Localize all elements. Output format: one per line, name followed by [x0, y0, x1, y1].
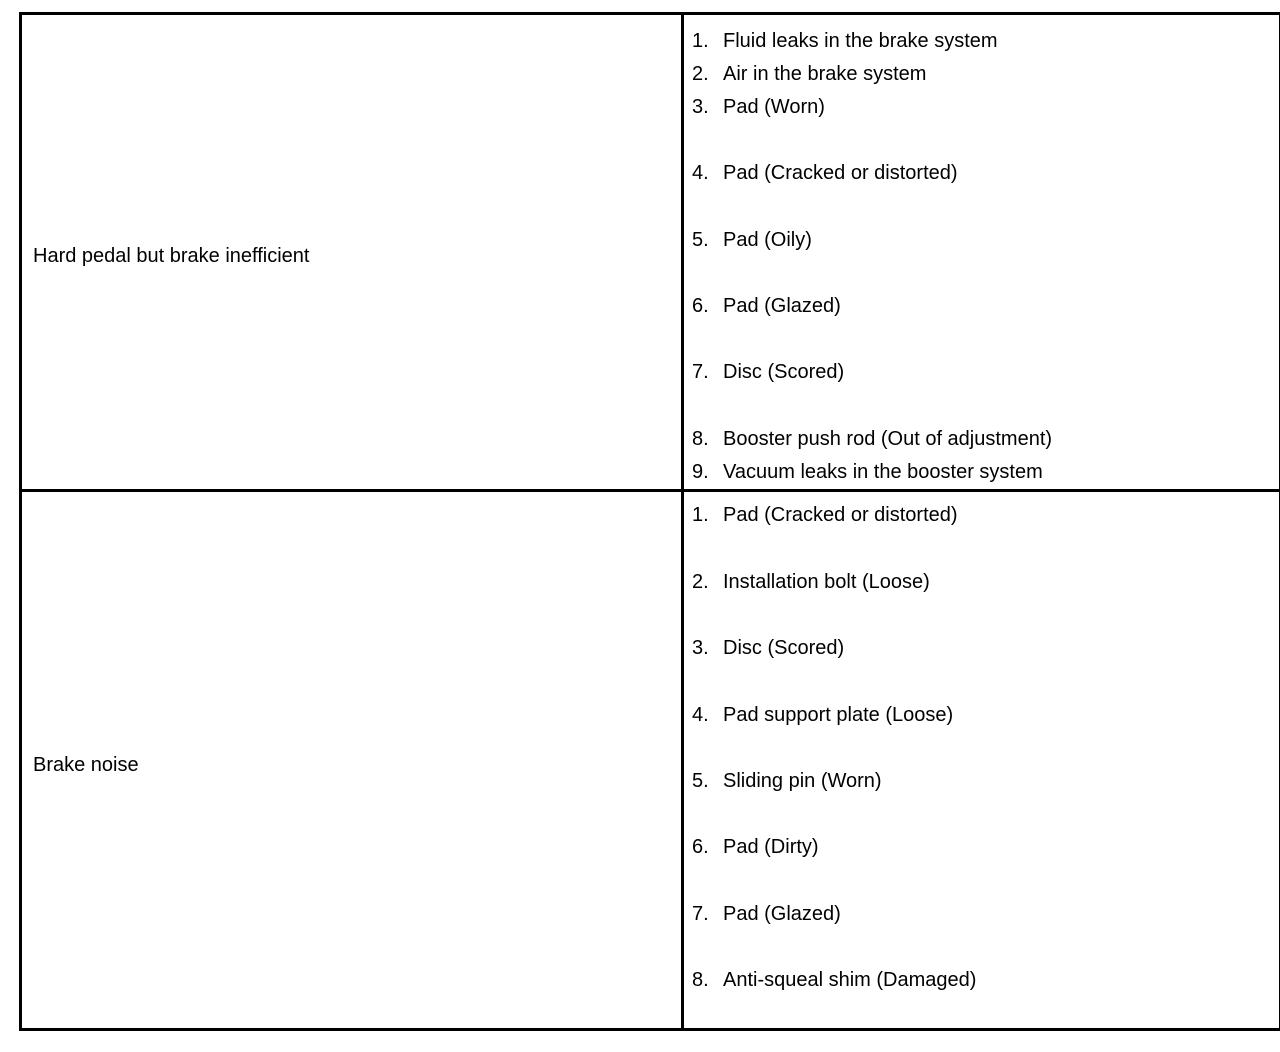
cause-item [692, 29, 998, 53]
cause-item [692, 294, 841, 318]
cause-item [692, 769, 882, 793]
cause-item [692, 835, 819, 859]
cause-text: Pad (Worn) [723, 96, 825, 118]
column-divider [681, 15, 684, 1028]
cause-text: Pad (Cracked or distorted) [723, 162, 958, 184]
cause-text: Anti-squeal shim (Damaged) [723, 969, 977, 991]
cause-number: 5. [692, 229, 709, 251]
cause-item [692, 968, 976, 992]
cause-item [692, 636, 844, 660]
cause-number: 1. [692, 504, 709, 526]
cause-number: 4. [692, 704, 709, 726]
cause-text: Pad (Oily) [723, 229, 812, 251]
cause-text: Pad (Cracked or distorted) [723, 504, 958, 526]
cause-text: Pad (Dirty) [723, 836, 819, 858]
cause-text: Pad (Glazed) [723, 903, 841, 925]
cause-number: 5. [692, 770, 709, 792]
cause-text: Disc (Scored) [723, 361, 845, 383]
table-row-hard-pedal [22, 15, 1279, 489]
symptom-cell: Hard pedal but brake inefficient [33, 245, 310, 267]
table-row-brake-noise [22, 492, 1279, 1028]
cause-item [692, 228, 812, 252]
cause-number: 6. [692, 295, 709, 317]
cause-number: 2. [692, 63, 709, 85]
cause-item [692, 460, 1043, 484]
cause-item [692, 503, 958, 527]
cause-item [692, 703, 953, 727]
cause-text: Fluid leaks in the brake system [723, 30, 998, 52]
cause-item [692, 902, 841, 926]
causes-cell [692, 492, 1272, 1028]
cause-text: Air in the brake system [723, 63, 927, 85]
cause-number: 6. [692, 836, 709, 858]
cause-text: Pad (Glazed) [723, 295, 841, 317]
cause-number: 9. [692, 461, 709, 483]
causes-cell [692, 15, 1272, 489]
cause-number: 7. [692, 903, 709, 925]
cause-item [692, 95, 825, 119]
cause-number: 7. [692, 361, 709, 383]
cause-item [692, 161, 958, 185]
cause-item [692, 427, 1052, 451]
cause-number: 1. [692, 30, 709, 52]
cause-item [692, 570, 930, 594]
cause-text: Disc (Scored) [723, 637, 845, 659]
cause-text: Booster push rod (Out of adjustment) [723, 428, 1053, 450]
cause-number: 8. [692, 428, 709, 450]
cause-text: Sliding pin (Worn) [723, 770, 882, 792]
symptom-cell: Brake noise [33, 754, 139, 776]
cause-number: 4. [692, 162, 709, 184]
cause-item [692, 360, 844, 384]
cause-number: 3. [692, 637, 709, 659]
cause-number: 2. [692, 571, 709, 593]
troubleshooting-table [19, 12, 1280, 1031]
cause-text: Installation bolt (Loose) [723, 571, 930, 593]
cause-number: 3. [692, 96, 709, 118]
cause-text: Pad support plate (Loose) [723, 704, 954, 726]
cause-number: 8. [692, 969, 709, 991]
cause-text: Vacuum leaks in the booster system [723, 461, 1043, 483]
cause-item [692, 62, 926, 86]
